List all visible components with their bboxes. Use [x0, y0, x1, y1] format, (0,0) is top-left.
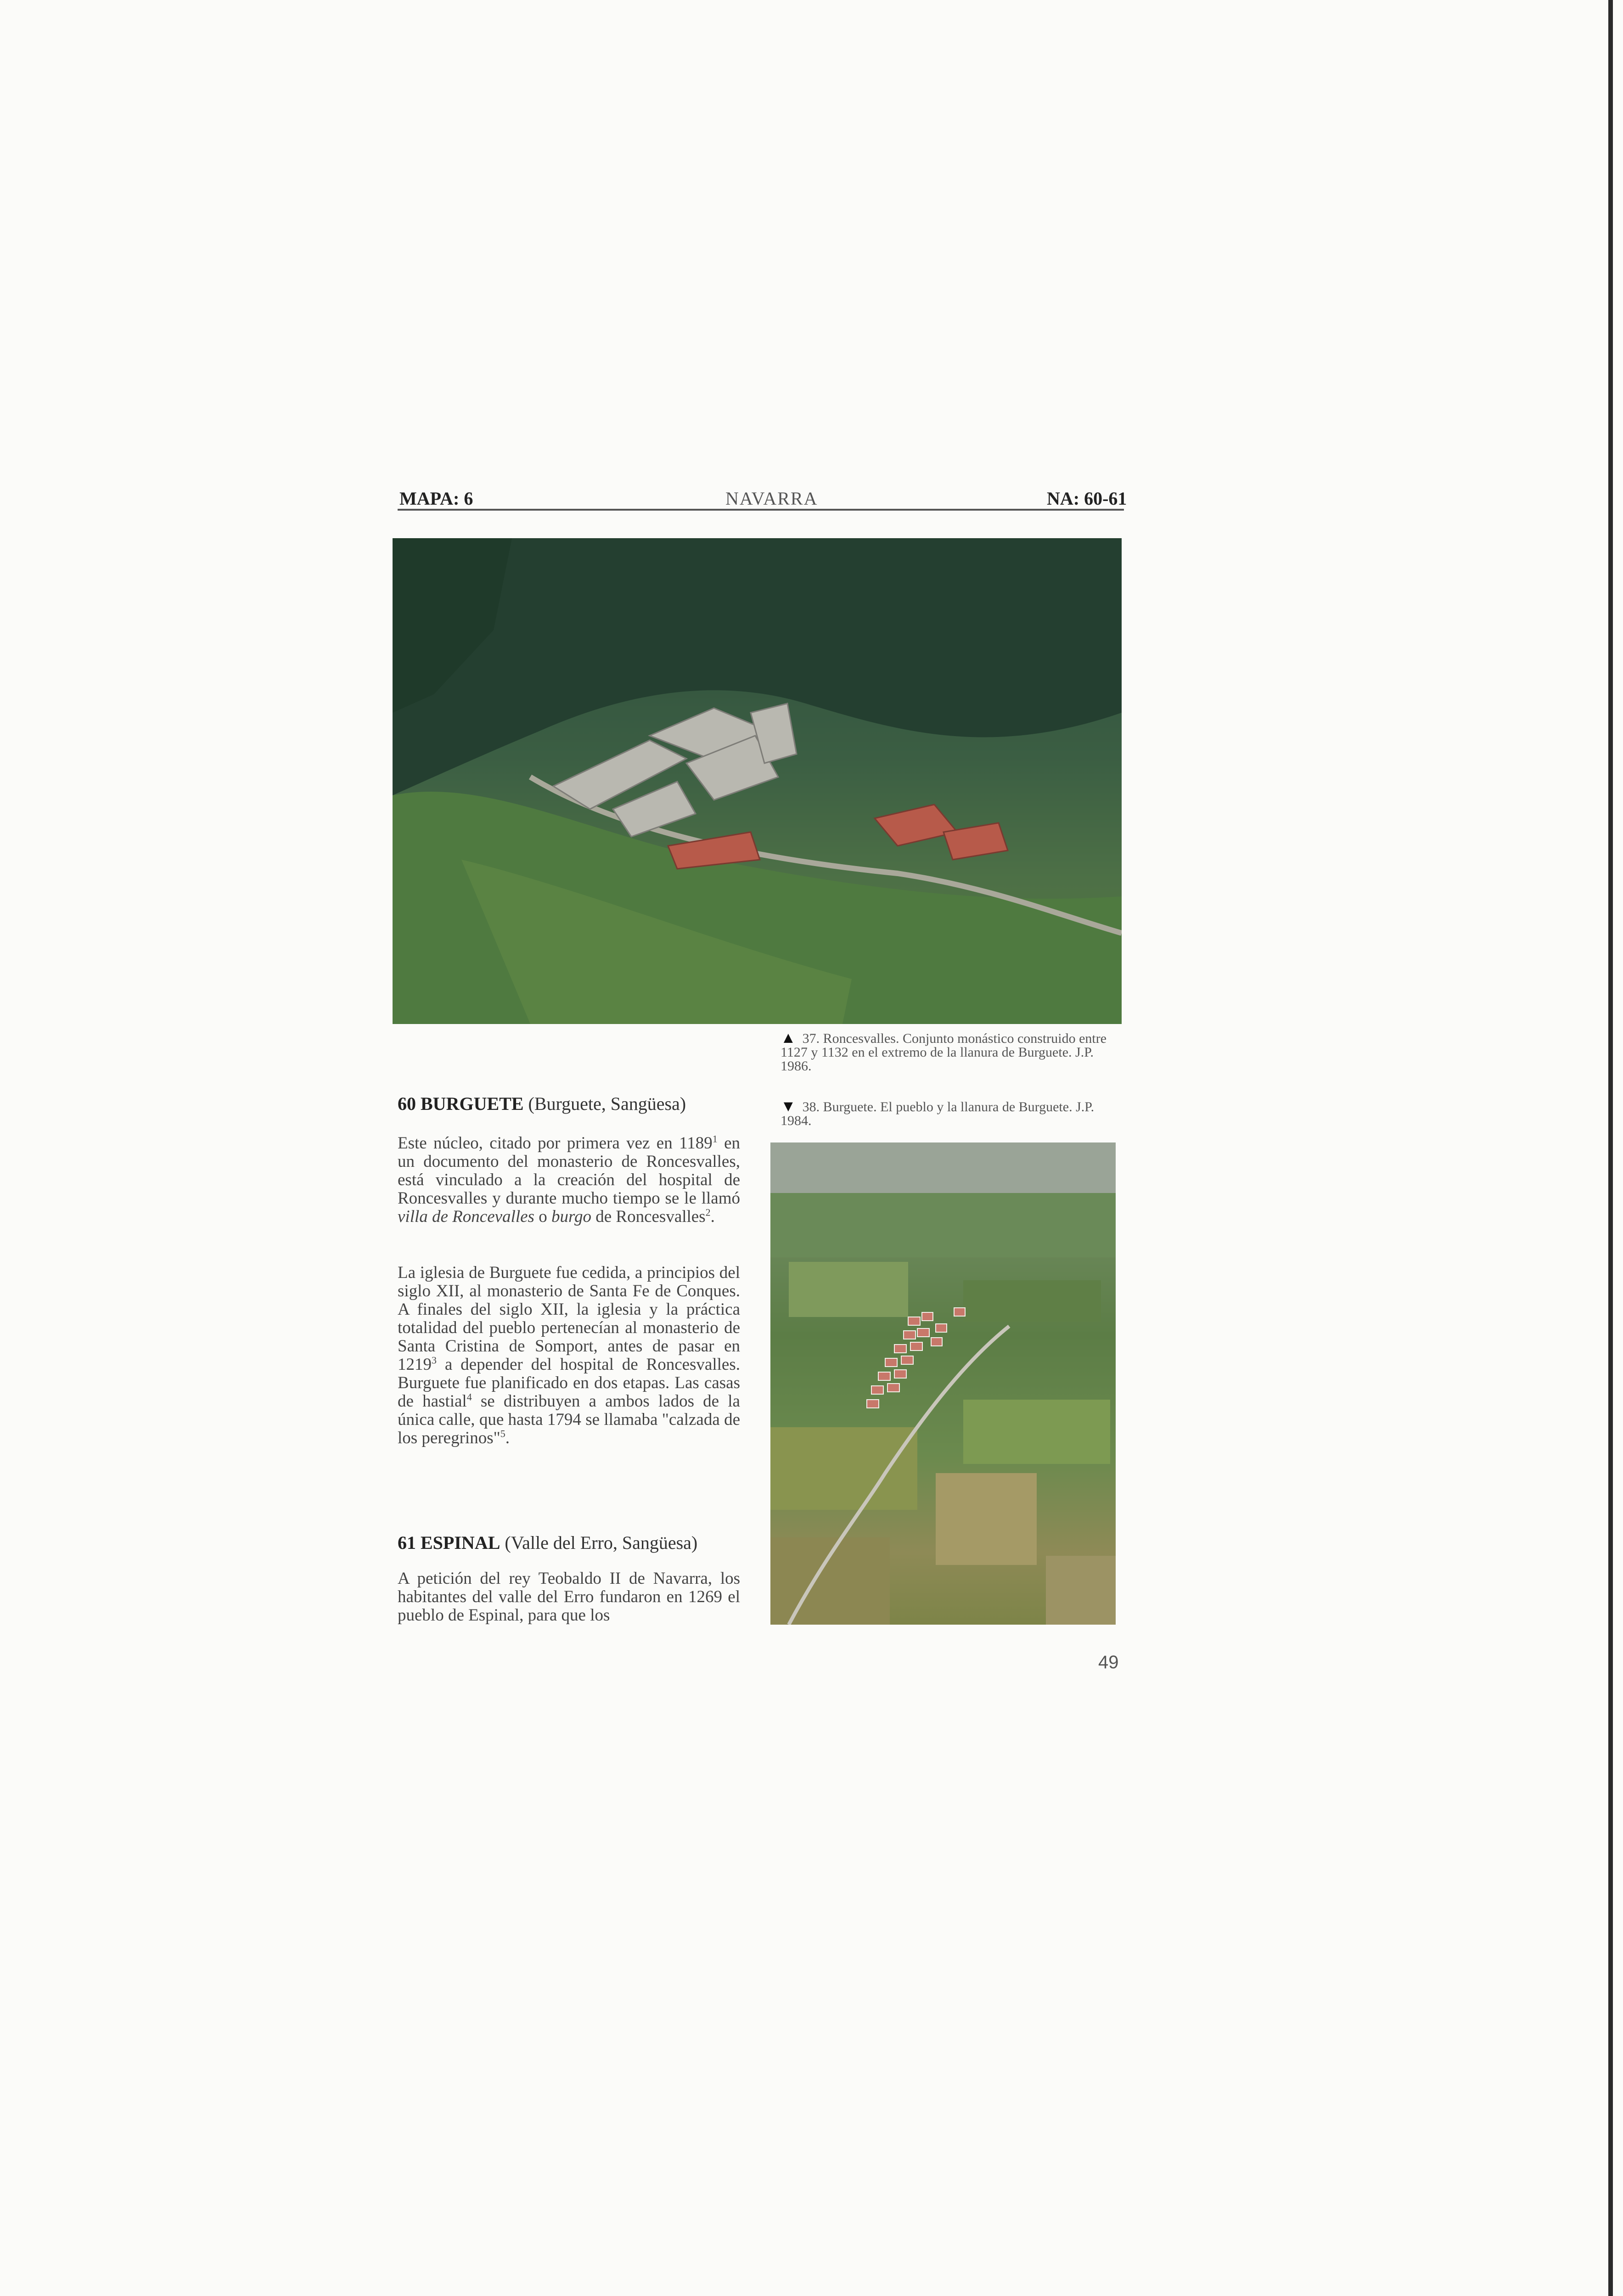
italic-term: villa de Roncevalles [398, 1207, 534, 1226]
footnote-ref: 4 [466, 1391, 472, 1403]
footnote-ref: 2 [705, 1206, 711, 1218]
triangle-down-icon: ▼ [781, 1098, 796, 1115]
section-location: (Valle del Erro, Sangüesa) [505, 1532, 698, 1553]
text-run: se distribuyen a ambos lados de la única calle, que hasta 1794 se llamaba "calzada de los peregrinos" [398, 1392, 740, 1447]
section-heading-61 [398, 1532, 697, 1553]
page-number: 49 [1098, 1652, 1119, 1672]
section-number: 61 ESPINAL [398, 1532, 500, 1553]
section-heading-60 [398, 1093, 686, 1114]
section-location: (Burguete, Sangüesa) [528, 1093, 686, 1114]
paragraph-espinal-1 [398, 1570, 740, 1625]
text-run: en un documento del monasterio de Roncesvalles, está vinculado a la creación del hospital de Roncesvalles y durante mucho tiempo se le llamó [398, 1134, 740, 1208]
page-edge-line [1608, 0, 1613, 2296]
caption-text: 37. Roncesvalles. Conjunto monástico construido entre 1127 y 1132 en el extremo de la llanura de Burguete. J.P. 1986. [781, 1031, 1107, 1074]
italic-term: burgo [551, 1207, 591, 1226]
caption-figure-38 [781, 1100, 1120, 1128]
text-run: o [534, 1207, 551, 1226]
photo-burguete-art [770, 1142, 1116, 1625]
text-run: de Roncesvalles [591, 1207, 706, 1226]
text-run: . [505, 1429, 510, 1447]
caption-text: 38. Burguete. El pueblo y la llanura de Burguete. J.P. 1984. [781, 1099, 1095, 1128]
caption-figure-37 [781, 1031, 1120, 1073]
header-map-ref: MAPA: 6 [399, 488, 473, 509]
text-run: La iglesia de Burguete fue cedida, a principios del siglo XII, al monasterio de Santa Fe de Conques. A finales del siglo XII, la iglesia y la práctica totalidad del pueblo pertenecían al monasterio de Santa Cristina de Somport, antes de pasar en 1219 [398, 1263, 740, 1374]
footnote-ref: 3 [432, 1354, 437, 1366]
paragraph-burguete-2 [398, 1264, 740, 1447]
photo-burguete [770, 1142, 1116, 1625]
text-run: Este núcleo, citado por primera vez en 1189 [398, 1134, 713, 1153]
footnote-ref: 1 [712, 1133, 718, 1145]
header-region: NAVARRA [725, 488, 818, 509]
triangle-up-icon: ▲ [781, 1030, 796, 1047]
photo-roncesvalles-art [393, 538, 1122, 1024]
text-run: a depender del hospital de Roncesvalles. Burguete fue planificado en dos etapas. Las casas de hastial [398, 1355, 740, 1411]
text-run: . [710, 1207, 715, 1226]
text-run: A petición del rey Teobaldo II de Navarra, los habitantes del valle del Erro fundaron en 1269 el pueblo de Espinal, para que los [398, 1569, 740, 1625]
photo-roncesvalles [393, 538, 1122, 1024]
section-number: 60 BURGUETE [398, 1093, 524, 1114]
header-rule [398, 509, 1124, 511]
footnote-ref: 5 [500, 1428, 505, 1440]
header-entry-range: NA: 60-61 [1047, 488, 1127, 509]
paragraph-burguete-1 [398, 1134, 740, 1226]
